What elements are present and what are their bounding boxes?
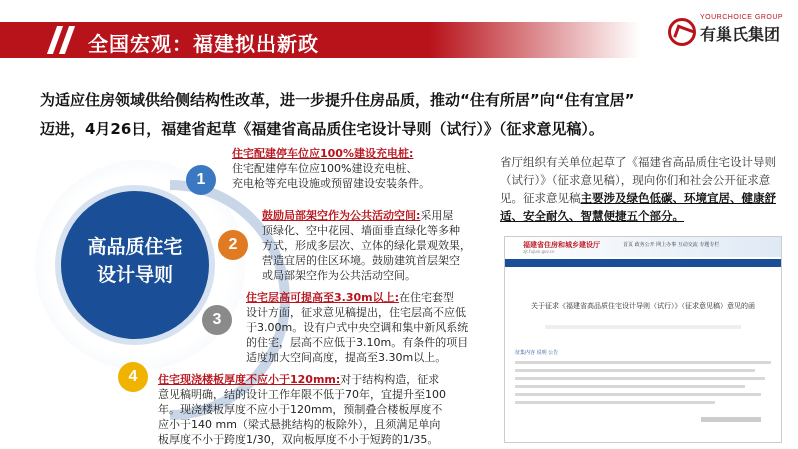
item-heading: 住宅配建停车位应100%建设充电桩: [232,147,414,160]
item-body-line: 住宅配建停车位应100%建设充电桩、 [232,162,418,175]
title-bar-gradient [430,22,640,58]
doc-tabs: 征集内容 说明 公告 [515,350,559,356]
item-body-line: 对于结构构造，征求 [340,373,440,386]
text-line [515,393,761,396]
item-heading: 鼓励局部架空作为公共活动空间: [262,209,421,222]
text-line [515,361,771,364]
item-body-line: 充电枪等充电设施或预留建设安装条件。 [232,177,430,190]
item-heading: 住宅现浇楼板厚度不应小于120mm: [158,373,341,386]
item-body-line: 或局部架空作为公共活动空间。 [262,269,416,282]
item-heading: 住宅层高可提高至3.30m以上: [246,291,400,304]
intro-line: 迈进，4月26日，福建省起草《福建省高品质住宅设计导则（试行）》（征求意见稿）。 [40,120,604,138]
doc-signature [701,417,761,422]
right-paragraph: 省厅组织有关单位起草了《福建省高品质住宅设计导则（试行）》（征求意见稿），现向你们和社会公开征求意见。征求意见稿 [500,155,776,205]
site-header [505,237,781,257]
item-body-line: 在住宅套型 [399,291,455,304]
item-body-line: 于3.00m。设有户式中央空调和集中新风系统 [246,321,469,334]
logo-icon [668,18,696,46]
logo-english: YOURCHOICE GROUP [700,14,784,21]
text-line [515,369,755,372]
badge-2: 2 [218,230,248,260]
site-nav: 首页 政务公开 网上办事 互动交流 专题专栏 [623,242,720,248]
page-title: 全国宏观：福建拟出新政 [88,32,319,56]
item-1 [232,146,492,191]
center-diagram [55,185,225,355]
item-body-line: 应小于140 mm（梁式悬挑结构的板除外），且须满足单向 [158,418,441,431]
item-body-line: 年。现浇楼板厚度不应小于120mm，预制叠合楼板厚度不 [158,403,443,416]
brand-logo [668,14,794,50]
center-title-line: 设计导则 [96,264,173,286]
text-line [515,385,745,388]
badge-1: 1 [186,165,216,195]
item-body-line: 意见稿明确，结的设计工作年限不低于70年，宜提升至100 [158,388,446,401]
doc-meta [545,325,741,329]
right-emphasis: 主要涉及绿色低碳、环境宜居、健康舒适、安全耐久、智慧便捷五个部分。 [500,191,776,223]
text-line [515,401,715,404]
site-nav-bar [505,259,781,267]
item-4 [158,372,498,447]
center-title [55,233,215,289]
item-3 [246,290,498,365]
item-body-line: 营造宜居的住区环境。鼓励建筑首层架空 [262,254,460,267]
text-line [515,377,765,380]
website-screenshot [504,236,782,443]
item-body-line: 顶绿化、空中花园、墙面垂直绿化等多种 [262,224,460,237]
site-url: zjt.fujian.gov.cn [523,249,555,254]
item-body-line: 设计方面，征求意见稿提出，住宅层高不应低 [246,306,466,319]
site-name: 福建省住房和城乡建设厅 [523,241,600,249]
item-body-line: 的住宅，层高不应低于3.10m。有条件的项目 [246,336,469,349]
item-2 [262,208,498,283]
item-body-line: 方式，形成多层次、立体的绿化景观效果， [262,239,471,252]
intro-line: 为适应住房领域供给侧结构性改革，进一步提升住房品质，推动“住有所居”向“住有宜居” [40,91,635,109]
center-title-line: 高品质住宅 [87,236,183,258]
item-body-line: 板厚度不小于跨度1/30，双向板厚度不小于短跨的1/35。 [158,433,439,446]
item-body-line: 采用屋 [420,209,454,222]
intro-text [40,86,780,144]
badge-4: 4 [118,362,148,392]
doc-title: 关于征求《福建省高品质住宅设计导则（试行）》（征求意见稿）意见的函 [531,302,755,310]
badge-3: 3 [202,305,232,335]
right-description [500,153,782,225]
logo-chinese: 有巢氏集团 [700,25,781,44]
item-body-line: 适度加大空间高度，提高至3.30m以上。 [246,351,447,364]
